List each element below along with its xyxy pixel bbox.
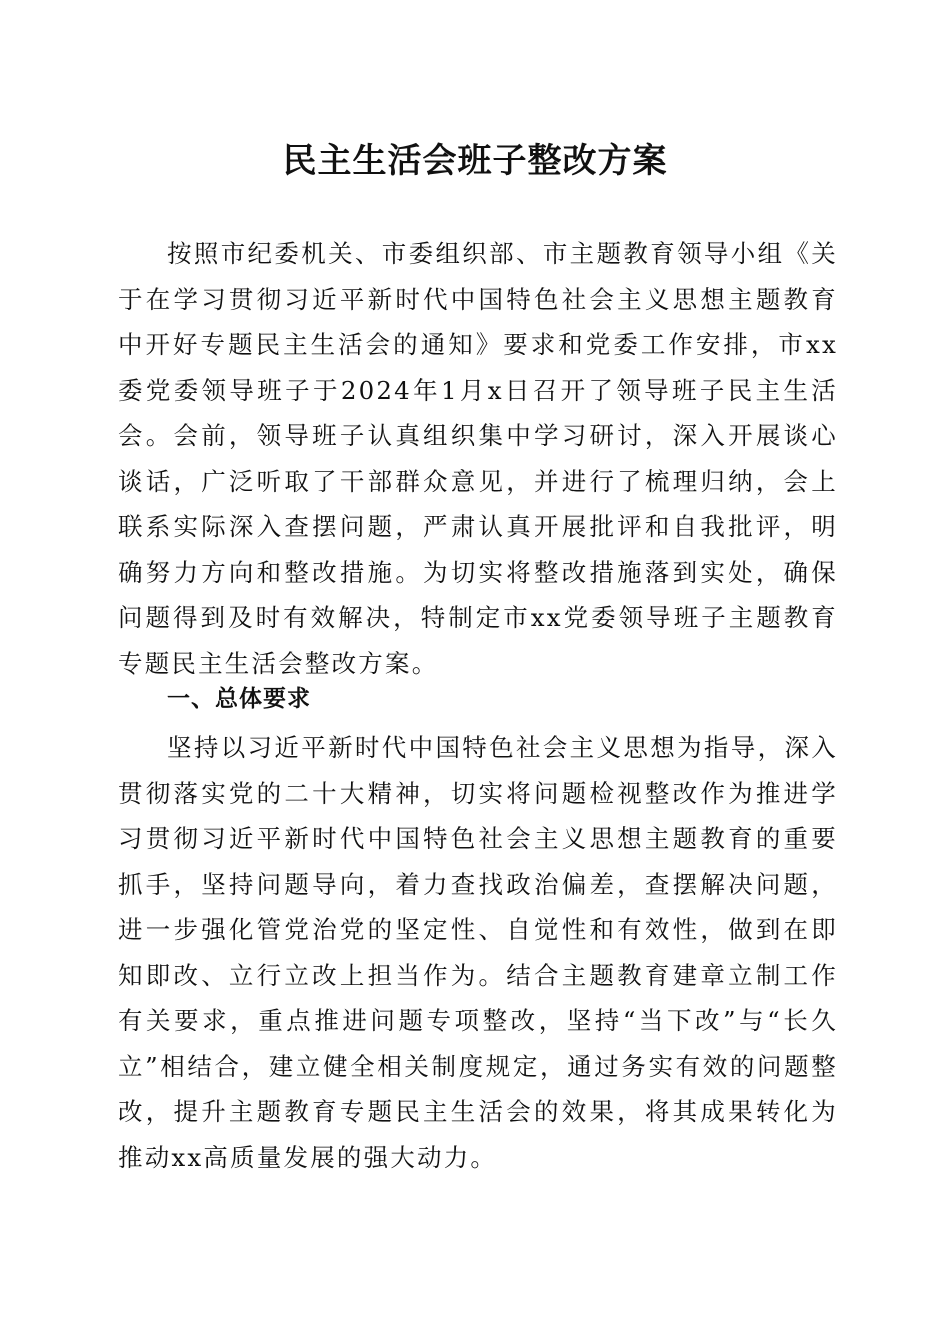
section-paragraph-general-requirements: 坚持以习近平新时代中国特色社会主义思想为指导，深入贯彻落实党的二十大精神，切实将问题检视整改作为推进学习贯彻习近平新时代中国特色社会主义思想主题教育的重要抓手，坚持问题导向，着力查找政治偏差，查摆解决问题，进一步强化管党治党的坚定性、自觉性和有效性，做到在即知即改、立行立改上担当作为。结合主题教育建章立制工作有关要求，重点推进问题专项整改，坚持“当下改”与“长久立”相结合，建立健全相关制度规定，通过务实有效的问题整改，提升主题教育专题民主生活会的效果，将其成果转化为推动xx高质量发展的强大动力。 <box>118 733 838 1172</box>
intro-paragraph: 按照市纪委机关、市委组织部、市主题教育领导小组《关于在学习贯彻习近平新时代中国特色社会主义思想主题教育中开好专题民主生活会的通知》要求和党委工作安排，市xx委党委领导班子于2024年1月x日召开了领导班子民主生活会。会前，领导班子认真组织集中学习研讨，深入开展谈心谈话，广泛听取了干部群众意见，并进行了梳理归纳，会上联系实际深入查摆问题，严肃认真开展批评和自我批评，明确努力方向和整改措施。为切实将整改措施落到实处，确保问题得到及时有效解决，特制定市xx党委领导班子主题教育专题民主生活会整改方案。 <box>118 239 838 678</box>
section-heading-general-requirements: 一、总体要求 <box>167 686 311 712</box>
document-title: 民主生活会班子整改方案 <box>282 141 668 181</box>
